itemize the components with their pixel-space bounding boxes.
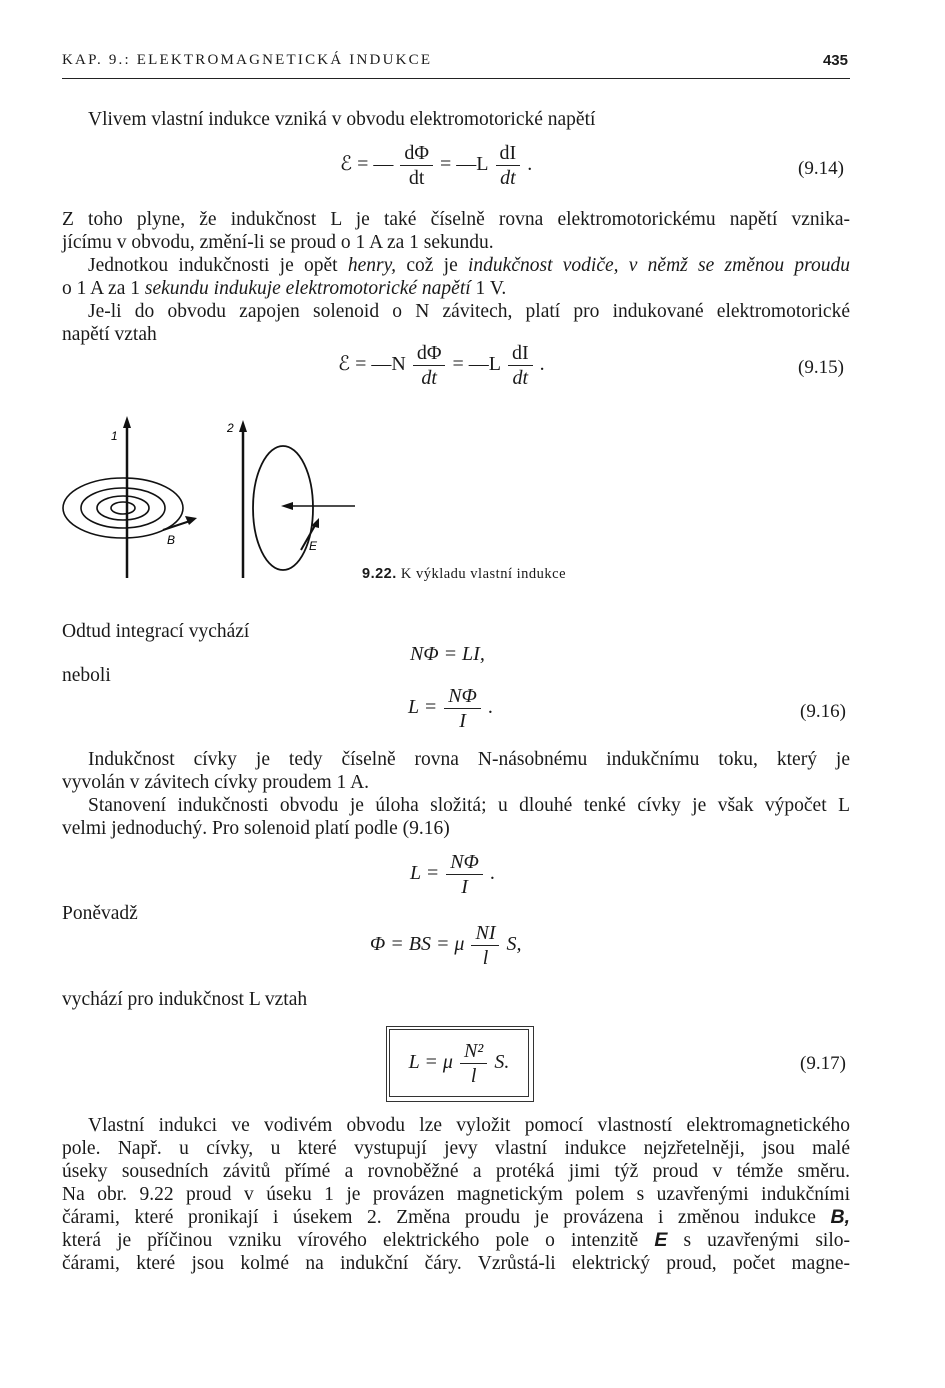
electric-field-loop — [253, 446, 313, 570]
equation-number: (9.16) — [800, 701, 846, 722]
boxed-equation-9-17: L = μ $\frac{\text{N²}}{l}$ S. — [386, 1026, 534, 1102]
paragraph-intro: Vlivem vlastní indukce vzniká v obvodu elektromotorické napětí — [88, 109, 596, 130]
label-1: 1 — [111, 429, 118, 443]
equation-9-14: ℰ = — $\frac{d\Phi}{dt}$ = —L $\frac{dI}{dt}$ . — [340, 142, 533, 189]
paragraph-line: Poněvadž — [62, 903, 138, 924]
equation-phi-bs: Φ = BS = μ $\frac{NI}{l}$ S, — [370, 922, 522, 969]
arrow-up-icon — [239, 420, 247, 432]
page-number: 435 — [822, 52, 848, 69]
paragraph-line: velmi jednoduchý. Pro solenoid platí podle (9.16) — [62, 818, 450, 839]
label-B: B — [167, 533, 176, 547]
figure-caption: 9.22. K výkladu vlastní indukce — [362, 566, 567, 582]
label-2: 2 — [227, 421, 234, 435]
field-line — [97, 496, 149, 520]
paragraph-line: čárami, které pronikají i úsekem 2. Změna proudu je provázena i změnou indukce B, — [62, 1206, 850, 1228]
paragraph-line: Z toho plyne, že indukčnost L je také číselně rovna elektromotorickému napětí vznika- — [62, 209, 850, 230]
arrow-up-icon — [123, 416, 131, 428]
paragraph-line: Na obr. 9.22 proud v úseku 1 je provázen magnetickým polem s uzavřenými indukčními — [62, 1184, 850, 1205]
equation-number: (9.14) — [798, 158, 844, 179]
equation-number: (9.17) — [800, 1053, 846, 1074]
fraction: $\frac{\text{N²}}{l}$ — [460, 1040, 487, 1087]
fraction: $\frac{N\Phi}{I}$ — [444, 685, 481, 732]
running-header — [62, 52, 850, 79]
arrowhead-icon — [185, 516, 197, 525]
field-line — [111, 502, 135, 514]
fraction: $\frac{d\Phi}{dt}$ — [400, 142, 433, 189]
fraction: $\frac{NI}{l}$ — [471, 922, 499, 969]
paragraph-line: neboli — [62, 665, 111, 686]
paragraph-line: Vlastní indukci ve vodivém obvodu lze vyložit pomocí vlastností elektromagnetického — [88, 1115, 850, 1136]
equation-l-nphi: L = $\frac{N\Phi}{I}$ . — [410, 851, 495, 898]
equation-number: (9.15) — [798, 357, 844, 378]
equation-n-phi: NΦ = LI, — [410, 643, 485, 665]
paragraph-line: Indukčnost cívky je tedy číselně rovna N-násobnému indukčnímu toku, který je — [88, 749, 850, 770]
arrow-left-icon — [281, 502, 293, 510]
paragraph-line: vyvolán v závitech cívky proudem 1 A. — [62, 772, 370, 793]
field-line — [81, 488, 165, 528]
paragraph-line: Stanovení indukčnosti obvodu je úloha složitá; u dlouhé tenké cívky je však výpočet L — [88, 795, 850, 816]
paragraph-line: o 1 A za 1 sekundu indukuje elektromotorické napětí 1 V. — [62, 278, 507, 299]
figure-9-22 — [55, 412, 375, 587]
equation-9-16: L = $\frac{N\Phi}{I}$ . — [408, 685, 493, 732]
paragraph-line: napětí vztah — [62, 324, 157, 345]
paragraph-line: úseky sousedních závitů přímé a rovnoběžné a protéká jimi týž proud v témže směru. — [62, 1161, 850, 1182]
paragraph-line: vychází pro indukčnost L vztah — [62, 989, 308, 1010]
chapter-title: KAP. 9.: ELEKTROMAGNETICKÁ INDUKCE — [62, 52, 433, 68]
fraction: $\frac{dI}{dt}$ — [496, 142, 521, 189]
paragraph-line: Jednotkou indukčnosti je opět henry, což je indukčnost vodiče, v němž se změnou proudu — [88, 255, 850, 276]
paragraph-line: Odtud integrací vychází — [62, 621, 250, 642]
fraction: $\frac{dI}{dt}$ — [508, 342, 533, 389]
label-E: E — [309, 539, 318, 553]
equation-9-15: ℰ = —N $\frac{d\Phi}{dt}$ = —L $\frac{dI}{dt}$ . — [338, 342, 545, 389]
fraction: $\frac{d\Phi}{dt}$ — [413, 342, 446, 389]
paragraph-line: jícímu v obvodu, změní-li se proud o 1 A za 1 sekundu. — [62, 232, 494, 253]
fraction: $\frac{N\Phi}{I}$ — [446, 851, 483, 898]
paragraph-line: čárami, které jsou kolmé na indukční čáry. Vzrůstá-li elektrický proud, počet magne- — [62, 1253, 850, 1274]
paragraph-line: pole. Např. u cívky, u které vystupují jevy vlastní indukce nejzřetelněji, jsou malé — [62, 1138, 850, 1159]
paragraph-line: Je-li do obvodu zapojen solenoid o N závitech, platí pro indukované elektromotorické — [88, 301, 850, 322]
paragraph-line: která je příčinou vzniku vírového elektrického pole o intenzitě E s uzavřenými silo- — [62, 1229, 850, 1251]
